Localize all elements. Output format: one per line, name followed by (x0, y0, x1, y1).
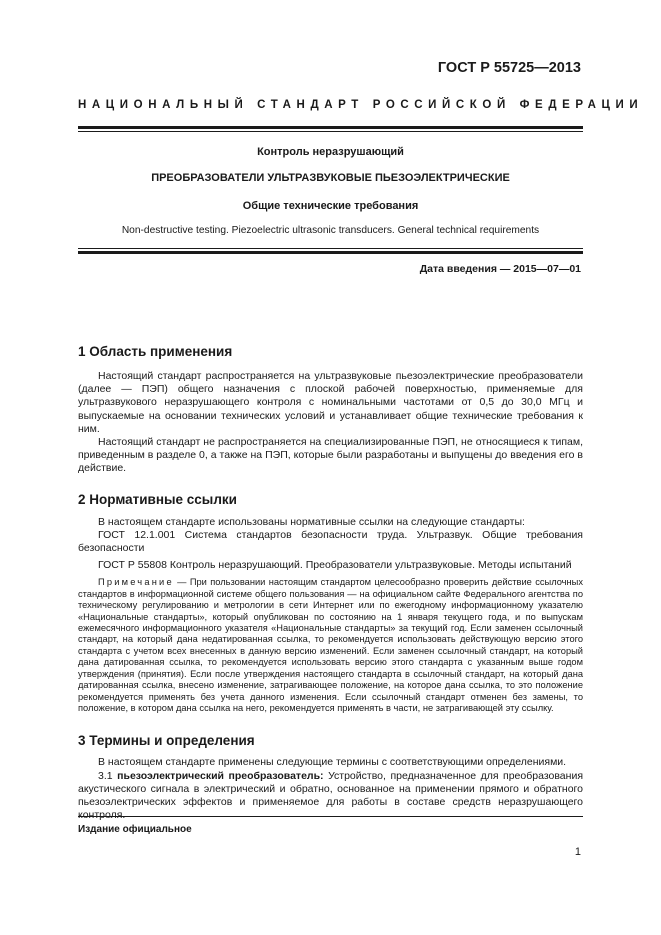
section-1-paragraph-2: Настоящий стандарт не распространяется на специализированные ПЭП, не относящиеся к типам, приведенным в разделе 0, а также на ПЭП, которые были разработаны и выпущены до введения его в действие. (78, 436, 583, 475)
page-number: 1 (574, 846, 581, 858)
title-rule-thin (78, 248, 583, 249)
title-line-3: Общие технические требования (242, 200, 419, 212)
term-number: 3.1 (98, 769, 118, 782)
section-3-heading: 3 Термины и определения (78, 733, 255, 749)
document-body (78, 344, 583, 822)
section-2-note (78, 577, 583, 714)
section-1-heading: 1 Область применения (78, 344, 233, 359)
header-rule-thick (78, 126, 583, 129)
title-rule-thick (78, 251, 583, 254)
header-rule-thin (78, 131, 583, 132)
term-name: пьезоэлектрический преобразователь: (117, 769, 324, 782)
section-2-paragraph-1: В настоящем стандарте использованы нормативные ссылки на следующие стандарты: (98, 515, 525, 528)
section-3-term-definition (78, 770, 583, 823)
footer-rule (78, 816, 583, 817)
section-2-reference-gost-12: ГОСТ 12.1.001 Система стандартов безопасности труда. Ультразвук. Общие требования безопасности (78, 528, 583, 555)
footer-edition: Издание официальное (78, 824, 192, 835)
title-line-2: ПРЕОБРАЗОВАТЕЛИ УЛЬТРАЗВУКОВЫЕ ПЬЕЗОЭЛЕКТРИЧЕСКИЕ (151, 172, 510, 184)
gost-code: ГОСТ Р 55725—2013 (437, 60, 581, 76)
note-label: Примечание (98, 577, 174, 588)
title-line-1: Контроль неразрушающий (257, 146, 404, 158)
section-3-paragraph-1: В настоящем стандарте применены следующие термины с соответствующими определениями. (98, 756, 567, 769)
section-2-heading: 2 Нормативные ссылки (78, 491, 237, 507)
section-2-reference-gost-55808: ГОСТ Р 55808 Контроль неразрушающий. Преобразователи ультразвуковые. Методы испытаний (98, 559, 572, 572)
section-1-paragraph-1: Настоящий стандарт распространяется на ультразвуковые пьезоэлектрические преобразователи (далее — ПЭП) общего назначения с плоской рабочей поверхностью, применяемые для ультразвукового неразрушающего контроля с номинальными частотами от 0,5 до 30,0 МГц и выпускаемые на основании технических условий и устанавливает общие технические требования к ним. (78, 370, 583, 435)
introduction-date: Дата введения — 2015—07—01 (419, 263, 581, 275)
national-standard-banner: НАЦИОНАЛЬНЫЙ СТАНДАРТ РОССИЙСКОЙ ФЕДЕРАЦИИ (78, 99, 644, 111)
term-definition-text: Устройство, предназначенное для преобразования акустического сигнала в электрический и обратно, основанное на применении прямого и обратного пьезоэлектрических эффектов и применяемое для работы в составе средств неразрушающего (78, 769, 583, 808)
note-text: — При пользовании настоящим стандартом целесообразно проверить действие ссылочных стандартов в информационной системе общего пользования — на официальном сайте Федерального агентства по техническому регулированию и метрологии в сети Интернет или по ежегодному информационному указателю «Национальные стандарты», который опубликован по состоянию на 1 января текущего года, и по выпускам ежемесячного информационного указателя «Национальные стандарты» за текущий год. Если заменен ссылочный стандарт, на который дана недатированная ссылка, то рекомендуется использовать действующую версию этого стандарта с учетом всех внесенных в данную версию изменений. Если заменен ссылочный стандарт, на который дана датированная ссылка, то рекомендуется использовать версию этого стандарта с указанным выше годом утверждения (принятия). Если после утверждения настоящего стандарта в ссылочный стандарт, на который дана датированная ссылка, внесено изменение, затрагивающее положение, на которое дана ссылка, то это положение рекомендуется применять без учета данного изменения. Если ссылочный стандарт отменен без замены, то положение, в котором дана ссылка на него, рекомендуется применять в части, не затрагивающей эту ссылку. (78, 577, 583, 713)
title-english: Non-destructive testing. Piezoelectric ultrasonic transducers. General technical requirements (121, 225, 540, 236)
